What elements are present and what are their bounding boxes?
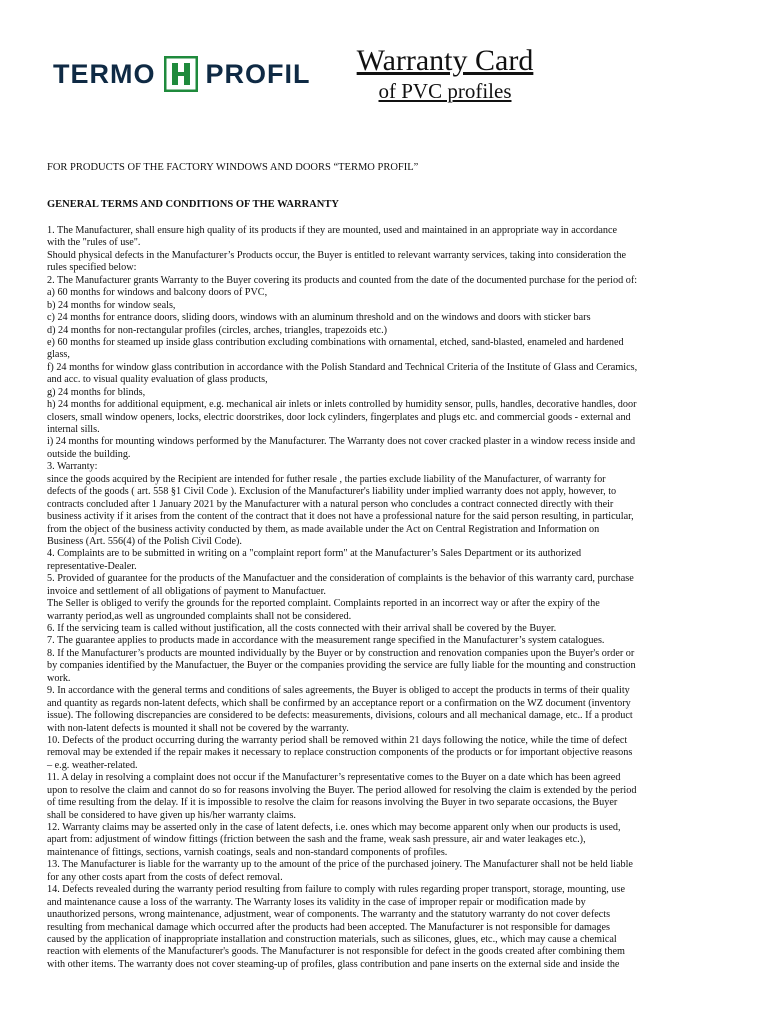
body-line: warranty period,as well as ungrounded complaints shall not be considered. [47,610,352,622]
body-line: c) 24 months for entrance doors, sliding doors, windows with an aluminum threshold and on the windows and doors with sticker bars [47,312,591,324]
body-line: d) 24 months for non-rectangular profiles (circles, arches, triangles, trapezoids etc.) [47,324,388,336]
body-line: maintenance of fittings, sections, varnish coatings, seals and non-standard components of profiles. [47,846,448,858]
body-line: work. [47,672,71,684]
brand-word-right: PROFIL [205,59,311,89]
body-line: with other items. The warranty does not cover steaming-up of profiles, glass contribution and pane inserts on the external side and inside the [47,958,620,970]
body-line: b) 24 months for window seals, [47,299,176,311]
body-line: internal sills. [47,424,100,435]
body-line: unauthorized persons, wrong maintenance, adjustment, wear of components. The warranty and the statutory warranty do not cover defects [47,909,611,921]
body-line: business activity if it arises from the content of the contract that it does not have a professional nature for the said person resulting, in particular, [47,511,634,523]
body-line: 10. Defects of the product occurring during the warranty period shall be removed within 21 days following the notice, while the time of defect [47,734,628,746]
warranty-terms-body [47,225,768,971]
document-subtitle: of PVC profiles [378,79,512,103]
body-line: with the "rules of use". [47,237,141,249]
body-line: of time resulting from the delay. If it is impossible to resolve the claim for reasons involving the Buyer in two separate occasions, the Buyer [47,797,618,809]
body-line: by companies identified by the Manufactuer, the Buyer or the companies providing the service are fully liable for the mounting and construction [47,660,636,672]
body-line: reaction with elements of the Manufacturer's goods. The Manufacturer is not responsible for defect in the goods created after combining them [47,946,625,958]
body-line: invoice and settlement of all obligations of payment to Manufactuer. [47,585,326,597]
body-line: shall be considered to have given up his/her warranty claims. [47,809,296,821]
body-line: 3. Warranty: [47,461,98,473]
body-line: 4. Complaints are to be submitted in writing on a "complaint report form" at the Manufacturer’s Sales Department or its authorized [47,548,582,560]
body-line: caused by the application of inappropriate installation and construction materials, such as silicones, glues, etc., which may cause a chemical [47,933,617,945]
body-line: The Seller is obliged to verify the grounds for the reported complaint. Complaints reported in an incorrect way or after the expiry of the [47,598,600,610]
body-line: and maintenance cause a loss of the warranty. The Warranty loses its validity in the case of improper repair or modification made by [47,896,586,908]
body-line: closers, small window openers, locks, electric doorstrikes, door lock cylinders, fingerplates and plugs etc. and commercial goods - external and [47,411,631,423]
body-line: rules specified below: [47,262,137,274]
body-line: and quantity as regards non-latent defects, which shall be confirmed by an acceptance report or a confirmation on the WZ document (inventory [47,697,631,709]
intro-line: FOR PRODUCTS OF THE FACTORY WINDOWS AND DOORS “TERMO PROFIL” [47,162,419,173]
body-line: resulting from mechanical damage which occurred after the products had been accepted. The Manufacturer is not responsible for damages [47,921,611,933]
body-line: since the goods acquired by the Recipient are intended for futher resale , the parties exclude liability of the Manufacturer, of warranty for [47,473,606,485]
body-line: removal may be extended if the repair makes it necessary to replace construction components of the products or for important objective reasons [47,747,633,759]
body-line: a) 60 months for windows and balcony doors of PVC, [47,287,268,299]
body-line: outside the building. [47,448,131,460]
body-line: Should physical defects in the Manufacturer’s Products occur, the Buyer is entitled to relevant warranty services, taking into consideration the [47,249,627,261]
termo-profil-logo-icon [164,56,198,92]
body-line: glass, [47,349,70,361]
body-line: 8. If the Manufacturer’s products are mounted individually by the Buyer or by construction and renovation companies upon the Buyer's order or [47,647,635,659]
body-line: 5. Provided of guarantee for the products of the Manufactuer and the consideration of complaints is the behavior of this warranty card, purchase [47,573,634,585]
body-line: h) 24 months for additional equipment, e.g. mechanical air inlets or inlets controlled by humidity sensor, pulls, handles, decorative handles, door [47,399,637,411]
body-line: apart from: adjustment of window fittings (friction between the sash and the frame, weak sash pressure, air and water leakages etc.), [47,834,586,846]
body-line: 7. The guarantee applies to products made in accordance with the measurement range specified in the Manufacturer’s system catalogues. [47,635,605,647]
body-line: for any other costs apart from the costs of defect removal. [47,871,283,883]
body-line: defects of the goods ( art. 558 §1 Civil Code ). Exclusion of the Manufacturer's liability under implied warranty does not apply, however, to [47,486,617,498]
body-line: 12. Warranty claims may be asserted only in the case of latent defects, i.e. ones which may become apparent only when our products is used, [47,822,621,833]
body-line: i) 24 months for mounting windows performed by the Manufacturer. The Warranty does not cover cracked plaster in a window recess inside and [47,436,636,448]
body-line: and acc. to visual quality evaluation of glass products, [47,374,268,386]
brand-logo [53,55,311,93]
body-line: contracts concluded after 1 January 2021 by the Manufacturer with a natural person who concludes a contract connected directly with their [47,498,614,510]
body-line: issue). The following discrepancies are considered to be defects: measurements, divisions, colours and all mechanical damage, etc.. If a product [47,710,633,722]
brand-word-left: TERMO [53,59,156,89]
body-line: e) 60 months for steamed up inside glass contribution excluding combinations with ornamental, etched, sand-blasted, enameled and hardened [47,336,624,348]
body-line: 6. If the servicing team is called without justification, all the costs connected with their arrival shall be covered by the Buyer. [47,623,557,634]
body-line: 2. The Manufacturer grants Warranty to the Buyer covering its products and counted from the date of the documented purchase for the period of: [47,274,638,286]
body-line: – e.g. weather-related. [47,759,138,771]
document-title: Warranty Card [356,44,534,77]
body-line: g) 24 months for blinds, [47,386,146,398]
body-line: f) 24 months for window glass contribution in accordance with the Polish Standard and Technical Criteria of the Institute of Glass and Ceramics, [47,361,638,373]
body-line: 11. A delay in resolving a complaint does not occur if the Manufacturer’s representative comes to the Buyer on a date which has been agreed [47,772,621,784]
body-line: 13. The Manufacturer is liable for the warranty up to the amount of the price of the purchased joinery. The Manufacturer shall not be held liable [47,859,633,871]
body-line: from the object of the business activity conducted by them, as made available under the Act on Central Registration and Information on [47,523,600,535]
body-line: with non-latent defects is mounted it shall not be covered by the warranty. [47,722,349,734]
body-line: Business (Art. 556(4) of the Polish Civil Code). [47,535,242,547]
body-line: upon to resolve the claim and cannot do so for reasons involving the Buyer. The period allowed for resolving the claim is extended by the period [47,784,637,796]
body-line: 1. The Manufacturer, shall ensure high quality of its products if they are mounted, used and maintained in an appropriate way in accordance [47,225,617,236]
body-line: 14. Defects revealed during the warranty period resulting from failure to comply with rules regarding proper transport, storage, mounting, use [47,884,625,896]
body-line: representative-Dealer. [47,560,137,572]
body-line: 9. In accordance with the general terms and conditions of sales agreements, the Buyer is obliged to accept the products in terms of their quality [47,685,630,697]
section-heading: GENERAL TERMS AND CONDITIONS OF THE WARRANTY [47,199,339,210]
